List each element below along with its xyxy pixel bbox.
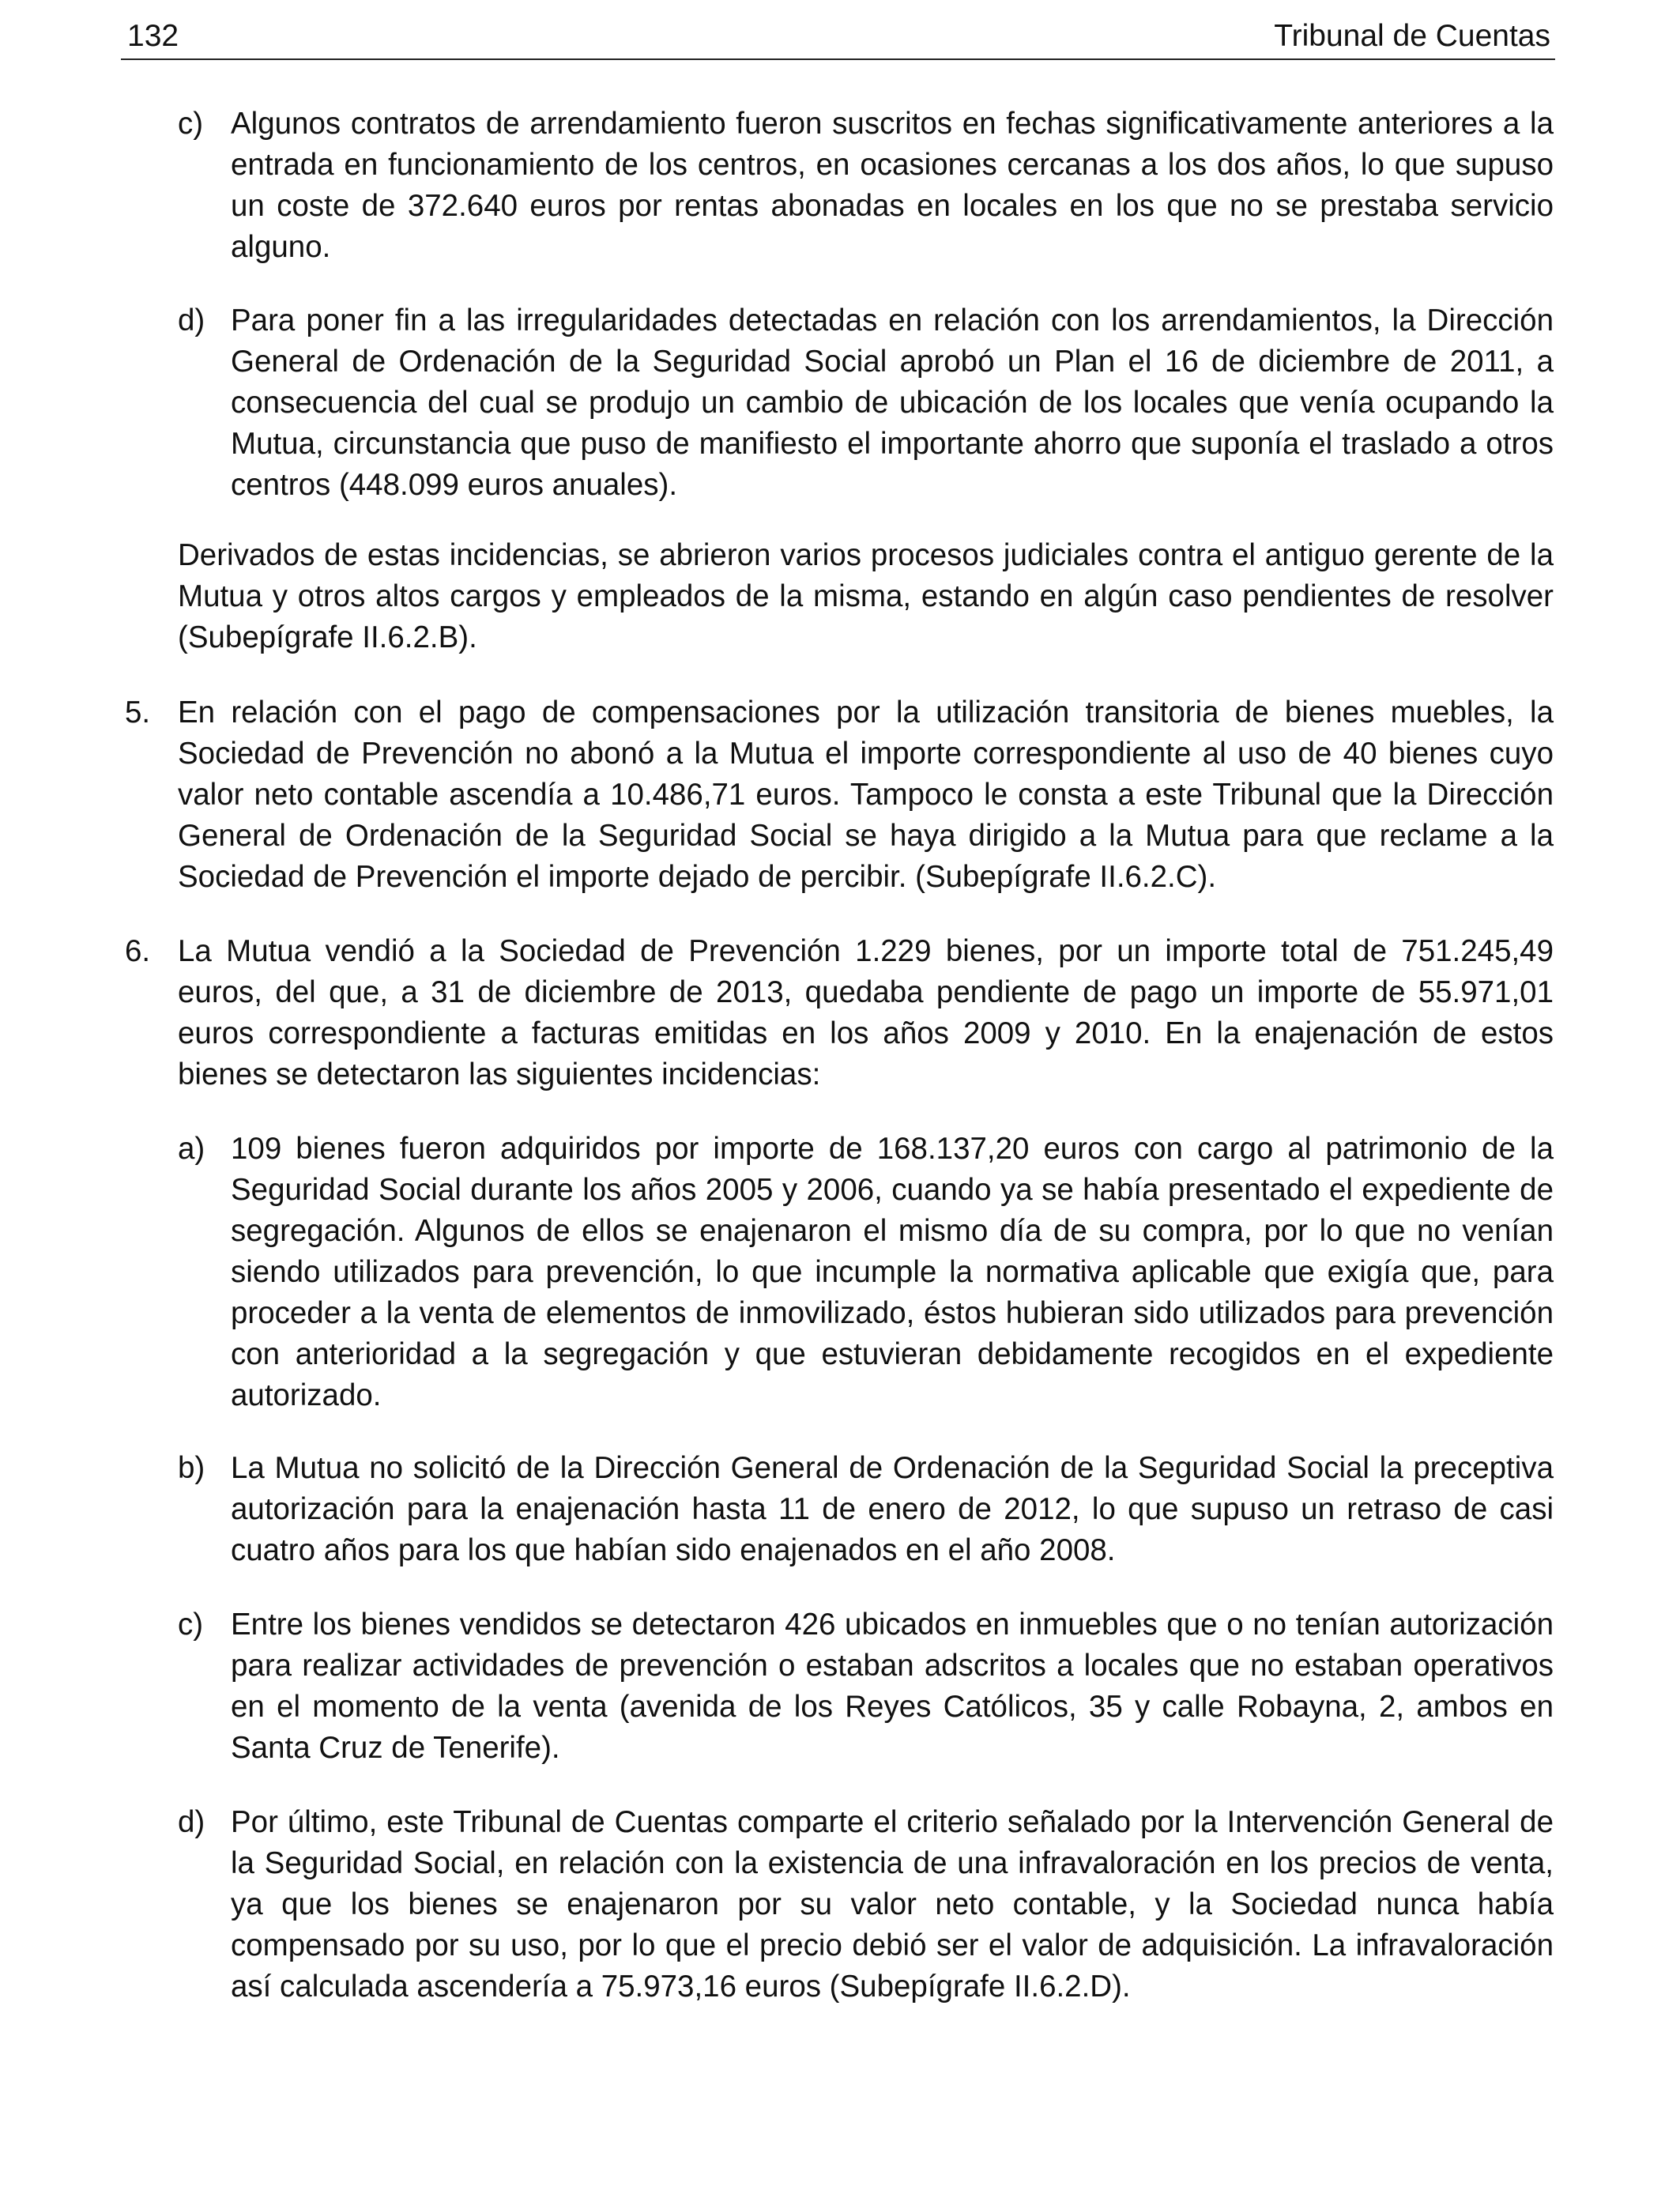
list-item-text: En relación con el pago de compensaciones por la utilización transitoria de bienes muebles, la Sociedad de Prevención no abonó a la Mutua el importe correspondiente al uso de 40 bienes cuyo valor neto contable ascendía a 10.486,71 euros. Tampoco le consta a este Tribunal que la Dirección General de Ordenación de la Seguridad Social se haya dirigido a la Mutua para que reclame a la Sociedad de Prevención el importe dejado de percibir. (Subepígrafe II.6.2.C). (178, 696, 1554, 894)
paragraph-text: Derivados de estas incidencias, se abrieron varios procesos judiciales contra el antiguo gerente de la Mutua y otros altos cargos y empleados de la misma, estando en algún caso pendientes de resolver (Subepígrafe II.6.2.B). (178, 538, 1554, 654)
list-item-text: La Mutua vendió a la Sociedad de Prevención 1.229 bienes, por un importe total de 751.245,49 euros, del que, a 31 de diciembre de 2013, quedaba pendiente de pago un importe de 55.971,01 euros correspondiente a facturas emitidas en los años 2009 y 2010. En la enajenación de estos bienes se detectaron las siguientes incidencias: (178, 934, 1554, 1091)
list-item-number: 6. (125, 934, 151, 968)
list-item-text: 109 bienes fueron adquiridos por importe de 168.137,20 euros con cargo al patrimonio de la Seguridad Social durante los años 2005 y 2006, cuando ya se había presentado el expediente de segregación. Algunos de ellos se enajenaron el mismo día de su compra, por lo que no venían siendo utilizados para prevención, lo que incumple la normativa aplicable que exigía que, para proceder a la venta de elementos de inmovilizado, éstos hubieran sido utilizados para prevención con anterioridad a la segregación y que estuvieran debidamente recogidos en el expediente autorizado. (231, 1132, 1554, 1412)
paragraph-judicial-proceedings (178, 535, 1554, 658)
list-item-label: c) (178, 1608, 204, 1642)
list-item-d-undervaluation (178, 1802, 1554, 2007)
list-item-number: 5. (125, 696, 151, 729)
list-item-label: a) (178, 1132, 205, 1166)
list-item-label: c) (178, 107, 204, 141)
list-item-label: d) (178, 303, 205, 337)
list-item-c-leases-early (178, 104, 1554, 268)
list-item-text: Entre los bienes vendidos se detectaron 426 ubicados en inmuebles que o no tenían autorización para realizar actividades de prevención o estaban adscritos a locales que no estaban operativos en el momento de la venta (avenida de los Reyes Católicos, 35 y calle Robayna, 2, ambos en Santa Cruz de Tenerife). (231, 1608, 1554, 1765)
list-item-label: b) (178, 1451, 205, 1485)
list-item-b-authorization-delay (178, 1448, 1554, 1571)
list-item-text: Algunos contratos de arrendamiento fueron suscritos en fechas significativamente anteriores a la entrada en funcionamiento de los centros, en ocasiones cercanas a los dos años, lo que supuso un coste de 372.640 euros por rentas abonadas en locales en los que no se prestaba servicio alguno. (231, 107, 1554, 264)
list-item-c-assets-locations (178, 1604, 1554, 1769)
list-item-text: La Mutua no solicitó de la Dirección General de Ordenación de la Seguridad Social la preceptiva autorización para la enajenación hasta 11 de enero de 2012, lo que supuso un retraso de casi cuatro años para los que habían sido enajenados en el año 2008. (231, 1451, 1554, 1567)
running-title: Tribunal de Cuentas (1274, 19, 1550, 53)
page-header (121, 17, 1555, 60)
numbered-item-5 (125, 692, 1554, 898)
list-item-d-relocation-plan (178, 300, 1554, 506)
list-item-a-assets-acquired (178, 1129, 1554, 1416)
page-number: 132 (127, 19, 179, 53)
numbered-item-6 (125, 931, 1554, 1095)
list-item-label: d) (178, 1805, 205, 1839)
list-item-text: Para poner fin a las irregularidades detectadas en relación con los arrendamientos, la Dirección General de Ordenación de la Seguridad Social aprobó un Plan el 16 de diciembre de 2011, a consecuencia del cual se produjo un cambio de ubicación de los locales que venía ocupando la Mutua, circunstancia que puso de manifiesto el importante ahorro que suponía el traslado a otros centros (448.099 euros anuales). (231, 303, 1554, 502)
list-item-text: Por último, este Tribunal de Cuentas comparte el criterio señalado por la Intervención General de la Seguridad Social, en relación con la existencia de una infravaloración en los precios de venta, ya que los bienes se enajenaron por su valor neto contable, y la Sociedad nunca había compensado por su uso, por lo que el precio debió ser el valor de adquisición. La infravaloración así calculada ascendería a 75.973,16 euros (Subepígrafe II.6.2.D). (231, 1805, 1554, 2004)
